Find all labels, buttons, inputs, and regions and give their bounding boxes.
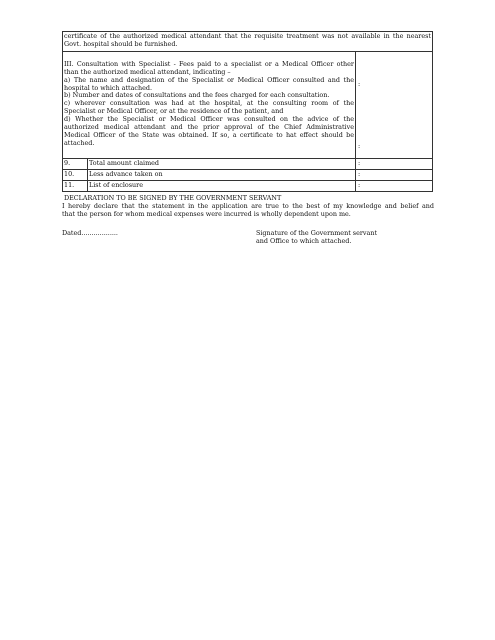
item-number: 10. <box>63 170 88 180</box>
text-line: certificate of the authorized medical attendant that the requisite treatment was not available in the nearest <box>64 32 431 40</box>
text-line: Govt. hospital should be furnished. <box>64 39 178 48</box>
signature-label: Signature of the Government servant <box>256 229 378 237</box>
item-value: : <box>358 169 361 178</box>
signature-block <box>256 230 377 246</box>
colon-mark: : <box>358 141 361 150</box>
item-number: 9. <box>63 159 88 169</box>
spacer <box>64 148 354 156</box>
text-line: that the person for whom medical expenses were incurred is wholly dependent upon me. <box>62 209 351 218</box>
table-row <box>63 181 432 191</box>
text-line: than the authorized medical attendant, indicating – <box>64 67 231 76</box>
table-row-consultation <box>63 52 432 159</box>
item-value: : <box>358 158 361 167</box>
colon-mark: : <box>358 79 361 88</box>
spacer <box>358 53 430 81</box>
spacer <box>358 89 430 143</box>
consultation-value-cell <box>356 52 432 158</box>
text-line: hospital to which attached. <box>64 83 152 92</box>
item-label: Total amount claimed <box>88 159 356 169</box>
item-number: 11. <box>63 181 88 191</box>
text-line: authorized medical attendant and the prior approval of the Chief Administrative <box>64 123 354 132</box>
dated-field: Dated.................. <box>62 229 118 237</box>
text-line: III. Consultation with Specialist - Fees paid to a specialist or a Medical Officer other <box>64 59 354 68</box>
text-line: d) Whether the Specialist or Medical Officer was consulted on the advice of the <box>64 115 354 124</box>
text-line: Medical Officer of the State was obtained. If so, a certificate to hat effect should be <box>64 130 354 139</box>
consultation-cell <box>63 52 356 158</box>
text-line: a) The name and designation of the Specialist or Medical Officer consulted and the <box>64 75 354 84</box>
declaration-title: DECLARATION TO BE SIGNED BY THE GOVERNMENT SERVANT <box>64 194 282 202</box>
text-line: Specialist or Medical Officer, or at the residence of the patient, and <box>64 107 284 116</box>
declaration-section <box>62 195 434 219</box>
item-value: : <box>358 180 361 189</box>
table-row <box>63 159 432 170</box>
office-label: and Office to which attached. <box>256 236 352 245</box>
item-label: Less advance taken on <box>88 170 356 180</box>
item-label: List of enclosure <box>88 181 356 191</box>
claim-table <box>62 31 433 192</box>
text-line: c) wherever consultation was had at the hospital, at the consulting room of the <box>64 99 354 108</box>
text-line: I hereby declare that the statement in the application are true to the best of my knowledge and belief and <box>62 201 434 210</box>
text-line: attached. <box>64 138 95 147</box>
table-row-certificate <box>63 32 432 52</box>
declaration-text <box>62 203 434 219</box>
text-line: b) Number and dates of consultations and the fees charged for each consultation. <box>64 91 330 100</box>
certificate-cell <box>63 32 432 51</box>
table-row <box>63 170 432 181</box>
